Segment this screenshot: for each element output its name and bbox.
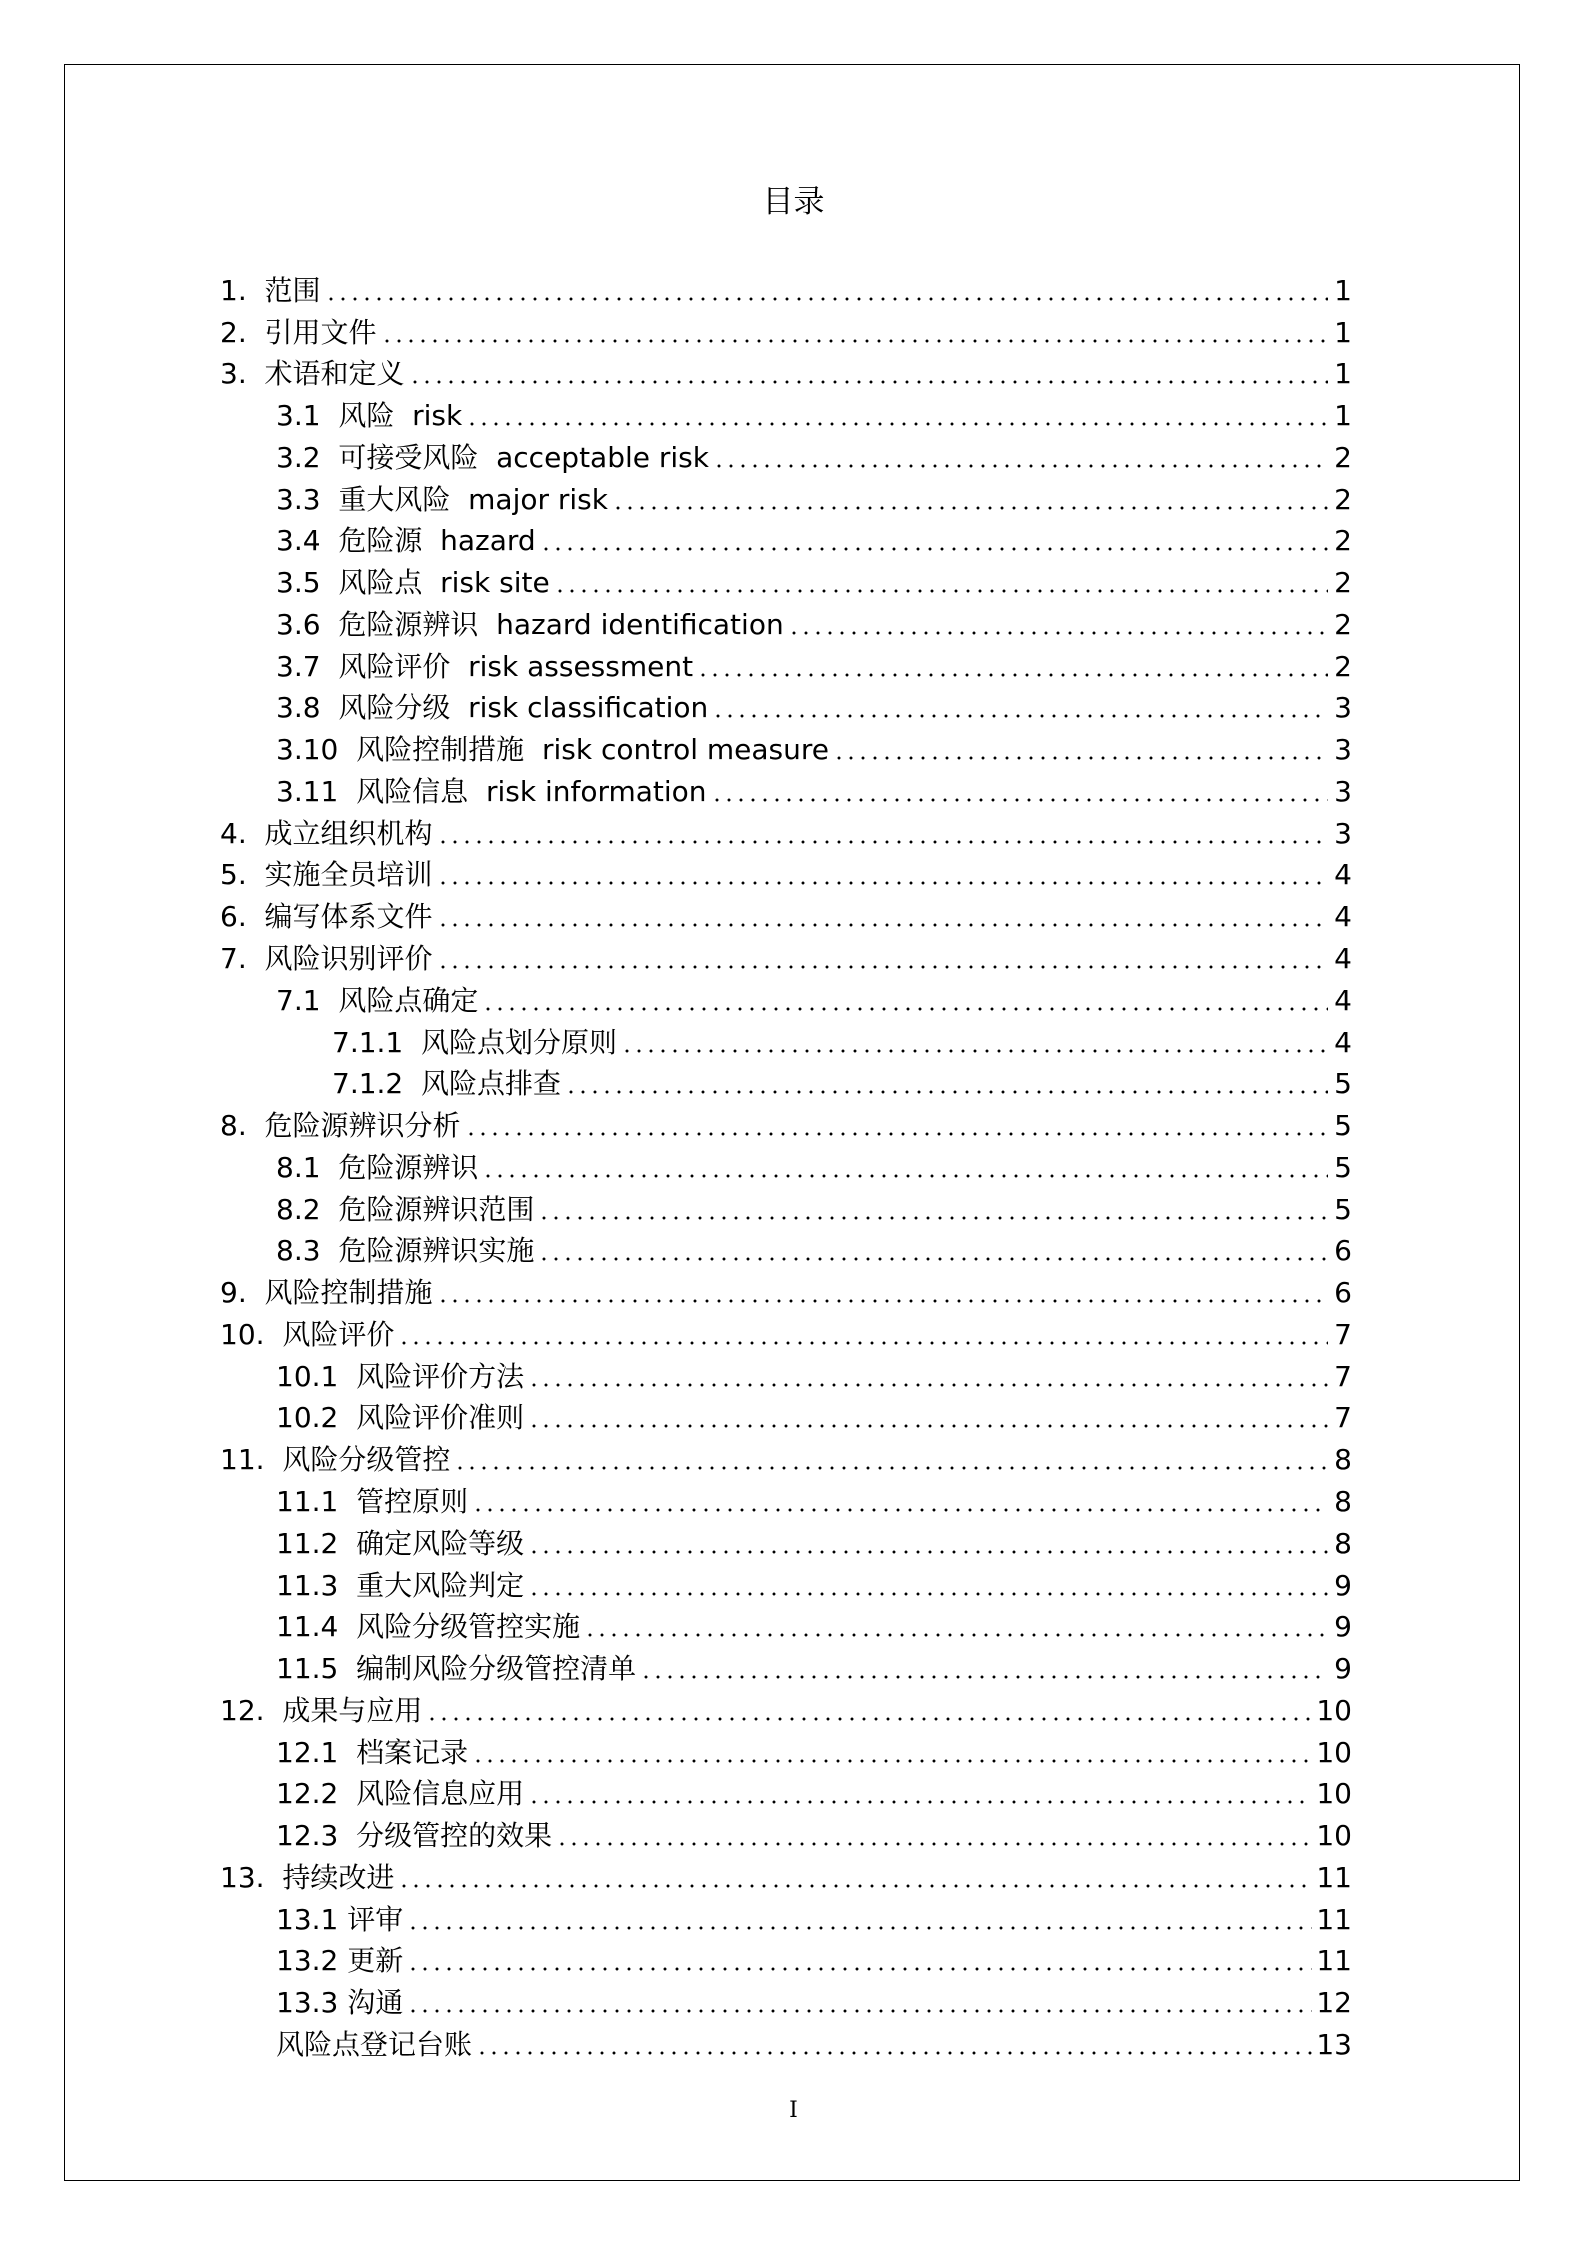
toc-dot-leader: [712, 714, 1328, 718]
toc-entry[interactable]: [220, 1354, 1352, 1396]
toc-entry[interactable]: [220, 1813, 1352, 1855]
toc-entry[interactable]: [220, 602, 1352, 644]
toc-dot-leader: [482, 1174, 1328, 1178]
toc-entry-page: 9: [1334, 1652, 1352, 1686]
toc-entry-page: 8: [1334, 1526, 1352, 1560]
toc-entry-label: 3.2 可接受风险 acceptable risk: [276, 440, 709, 474]
page-number: I: [789, 2098, 798, 2123]
toc-entry[interactable]: [220, 1062, 1352, 1104]
toc-entry-page: 12: [1316, 1986, 1352, 2020]
toc-entry-label: 7.1.2 风险点排查: [332, 1067, 562, 1101]
toc-dot-leader: [538, 1257, 1328, 1261]
toc-entry-label: 3.4 危险源 hazard: [276, 524, 536, 558]
toc-entry[interactable]: [220, 1688, 1352, 1730]
toc-dot-leader: [697, 673, 1328, 677]
toc-dot-leader: [409, 380, 1328, 384]
toc-entry[interactable]: [220, 936, 1352, 978]
toc-entry-page: 4: [1334, 942, 1352, 976]
toc-entry-page: 10: [1316, 1819, 1352, 1853]
toc-dot-leader: [325, 297, 1328, 301]
toc-entry-page: 2: [1334, 566, 1352, 600]
toc-entry-label: 13.2 更新: [276, 1944, 404, 1978]
toc-dot-leader: [454, 1466, 1328, 1470]
toc-entry-label: 5. 实施全员培训: [220, 858, 433, 892]
toc-entry[interactable]: [220, 477, 1352, 519]
toc-entry-label: 2. 引用文件: [220, 315, 377, 349]
toc-entry[interactable]: [220, 519, 1352, 561]
toc-entry[interactable]: [220, 1437, 1352, 1479]
toc-dot-leader: [554, 589, 1328, 593]
toc-entry-page: 2: [1334, 607, 1352, 641]
toc-dot-leader: [437, 840, 1328, 844]
toc-entry[interactable]: [220, 1020, 1352, 1062]
toc-entry[interactable]: [220, 2022, 1352, 2064]
toc-entry[interactable]: [220, 1855, 1352, 1897]
toc-entry-label: 11.1 管控原则: [276, 1484, 469, 1518]
toc-entry-page: 6: [1334, 1234, 1352, 1268]
toc-entry-label: 12. 成果与应用: [220, 1693, 423, 1727]
toc-entry-page: 5: [1334, 1192, 1352, 1226]
toc-dot-leader: [466, 422, 1328, 426]
toc-entry-label: 10.2 风险评价准则: [276, 1401, 525, 1435]
toc-entry-label: 13.1 评审: [276, 1902, 404, 1936]
toc-entry-label: 12.1 档案记录: [276, 1735, 469, 1769]
toc-entry[interactable]: [220, 769, 1352, 811]
toc-entry[interactable]: [220, 894, 1352, 936]
toc-dot-leader: [528, 1383, 1328, 1387]
toc-dot-leader: [711, 798, 1328, 802]
toc-entry-page: 3: [1334, 816, 1352, 850]
toc-entry-label: 11.4 风险分级管控实施: [276, 1610, 581, 1644]
toc-entry[interactable]: [220, 1312, 1352, 1354]
toc-dot-leader: [565, 1090, 1328, 1094]
toc-entry-label: 3.6 危险源辨识 hazard identification: [276, 607, 784, 641]
toc-entry-page: 7: [1334, 1401, 1352, 1435]
toc-dot-leader: [556, 1842, 1312, 1846]
toc-dot-leader: [437, 881, 1328, 885]
toc-entry-page: 4: [1334, 983, 1352, 1017]
toc-entry[interactable]: [220, 1103, 1352, 1145]
toc-dot-leader: [528, 1592, 1328, 1596]
toc-entry-page: 10: [1316, 1777, 1352, 1811]
toc-entry-page: 5: [1334, 1109, 1352, 1143]
toc-entry-label: 12.3 分级管控的效果: [276, 1819, 553, 1853]
toc-entry-page: 3: [1334, 733, 1352, 767]
toc-dot-leader: [584, 1633, 1328, 1637]
toc-entry-page: 11: [1316, 1902, 1352, 1936]
toc-entry-page: 2: [1334, 649, 1352, 683]
toc-entry[interactable]: [220, 1396, 1352, 1438]
toc-entry-page: 1: [1334, 273, 1352, 307]
toc-entry-label: 6. 编写体系文件: [220, 900, 433, 934]
toc-dot-leader: [472, 1508, 1328, 1512]
toc-entry-label: 10.1 风险评价方法: [276, 1359, 525, 1393]
toc-entry[interactable]: [220, 811, 1352, 853]
toc-entry[interactable]: [220, 560, 1352, 602]
toc-dot-leader: [407, 2009, 1312, 2013]
toc-entry-label: 3.5 风险点 risk site: [276, 566, 550, 600]
toc-entry-page: 11: [1316, 1944, 1352, 1978]
toc-entry-page: 9: [1334, 1568, 1352, 1602]
toc-entry-page: 2: [1334, 482, 1352, 516]
toc-entry-page: 4: [1334, 1025, 1352, 1059]
toc-entry[interactable]: [220, 686, 1352, 728]
toc-dot-leader: [528, 1424, 1328, 1428]
toc-entry-page: 11: [1316, 1860, 1352, 1894]
toc-entry-label: 11.5 编制风险分级管控清单: [276, 1652, 637, 1686]
toc-entry-page: 1: [1334, 357, 1352, 391]
toc-entry-label: 7.1 风险点确定: [276, 983, 479, 1017]
toc-entry-label: 8. 危险源辨识分析: [220, 1109, 461, 1143]
toc-entry-label: 7. 风险识别评价: [220, 942, 433, 976]
toc-entry-label: 8.2 危险源辨识范围: [276, 1192, 535, 1226]
toc-entry-page: 9: [1334, 1610, 1352, 1644]
toc-entry-label: 3.3 重大风险 major risk: [276, 482, 608, 516]
toc-entry-page: 3: [1334, 691, 1352, 725]
toc-entry-label: 3.7 风险评价 risk assessment: [276, 649, 694, 683]
toc-entry-label: 11. 风险分级管控: [220, 1443, 451, 1477]
toc-dot-leader: [640, 1675, 1328, 1679]
toc-dot-leader: [407, 1967, 1312, 1971]
toc-dot-leader: [407, 1926, 1312, 1930]
toc-entry-label: 11.2 确定风险等级: [276, 1526, 525, 1560]
toc-entry-page: 2: [1334, 440, 1352, 474]
toc-entry[interactable]: [220, 352, 1352, 394]
toc-dot-leader: [465, 1132, 1328, 1136]
toc-entry[interactable]: [220, 1897, 1352, 1939]
toc-entry[interactable]: [220, 727, 1352, 769]
toc-entry-page: 2: [1334, 524, 1352, 558]
toc-entry-label: 3. 术语和定义: [220, 357, 405, 391]
toc-entry[interactable]: [220, 1605, 1352, 1647]
toc-entry-label: 7.1.1 风险点划分原则: [332, 1025, 618, 1059]
toc-entry-page: 8: [1334, 1484, 1352, 1518]
toc-entry-page: 4: [1334, 900, 1352, 934]
toc-entry-label: 风险点登记台账: [276, 2027, 473, 2061]
toc-title: 目录: [762, 184, 825, 220]
toc-entry[interactable]: [220, 1187, 1352, 1229]
table-of-contents: [220, 268, 1352, 2064]
toc-dot-leader: [482, 1007, 1328, 1011]
toc-dot-leader: [833, 756, 1328, 760]
toc-entry-label: 9. 风险控制措施: [220, 1276, 433, 1310]
toc-dot-leader: [437, 965, 1328, 969]
toc-dot-leader: [612, 506, 1328, 510]
toc-entry[interactable]: [220, 644, 1352, 686]
toc-entry-page: 7: [1334, 1359, 1352, 1393]
toc-dot-leader: [476, 2051, 1312, 2055]
toc-entry-label: 13. 持续改进: [220, 1860, 395, 1894]
toc-entry-page: 10: [1316, 1735, 1352, 1769]
toc-entry-label: 4. 成立组织机构: [220, 816, 433, 850]
toc-entry[interactable]: [220, 1730, 1352, 1772]
toc-entry-label: 3.11 风险信息 risk information: [276, 774, 707, 808]
toc-entry[interactable]: [220, 1563, 1352, 1605]
toc-entry-page: 5: [1334, 1150, 1352, 1184]
toc-entry[interactable]: [220, 1939, 1352, 1981]
toc-entry[interactable]: [220, 1980, 1352, 2022]
toc-entry-label: 3.1 风险 risk: [276, 399, 463, 433]
toc-dot-leader: [398, 1884, 1312, 1888]
toc-entry-page: 3: [1334, 774, 1352, 808]
toc-dot-leader: [437, 1299, 1328, 1303]
toc-entry-label: 3.8 风险分级 risk classification: [276, 691, 709, 725]
toc-entry[interactable]: [220, 853, 1352, 895]
toc-entry-label: 10. 风险评价: [220, 1317, 395, 1351]
toc-dot-leader: [540, 547, 1328, 551]
toc-dot-leader: [528, 1550, 1328, 1554]
toc-entry[interactable]: [220, 1229, 1352, 1271]
toc-entry[interactable]: [220, 1772, 1352, 1814]
toc-dot-leader: [381, 339, 1328, 343]
toc-dot-leader: [538, 1216, 1328, 1220]
toc-entry-label: 11.3 重大风险判定: [276, 1568, 525, 1602]
toc-dot-leader: [437, 923, 1328, 927]
toc-entry[interactable]: [220, 1646, 1352, 1688]
toc-dot-leader: [426, 1717, 1312, 1721]
toc-entry-label: 3.10 风险控制措施 risk control measure: [276, 733, 830, 767]
toc-entry[interactable]: [220, 1145, 1352, 1187]
toc-entry[interactable]: [220, 268, 1352, 310]
toc-entry-label: 8.1 危险源辨识: [276, 1150, 479, 1184]
toc-entry-page: 6: [1334, 1276, 1352, 1310]
toc-entry-page: 10: [1316, 1693, 1352, 1727]
toc-dot-leader: [713, 464, 1328, 468]
toc-entry-page: 5: [1334, 1067, 1352, 1101]
toc-entry-page: 4: [1334, 858, 1352, 892]
toc-entry-page: 13: [1316, 2027, 1352, 2061]
toc-entry-label: 12.2 风险信息应用: [276, 1777, 525, 1811]
toc-entry-label: 8.3 危险源辨识实施: [276, 1234, 535, 1268]
toc-entry[interactable]: [220, 1521, 1352, 1563]
toc-dot-leader: [398, 1341, 1328, 1345]
toc-entry-page: 8: [1334, 1443, 1352, 1477]
toc-entry-page: 1: [1334, 315, 1352, 349]
toc-entry[interactable]: [220, 393, 1352, 435]
toc-entry-label: 13.3 沟通: [276, 1986, 404, 2020]
toc-entry[interactable]: [220, 978, 1352, 1020]
toc-entry-page: 1: [1334, 399, 1352, 433]
toc-dot-leader: [472, 1759, 1312, 1763]
toc-entry-label: 1. 范围: [220, 273, 321, 307]
toc-dot-leader: [528, 1800, 1312, 1804]
toc-entry[interactable]: [220, 310, 1352, 352]
toc-dot-leader: [621, 1049, 1328, 1053]
toc-entry[interactable]: [220, 435, 1352, 477]
toc-entry-page: 7: [1334, 1317, 1352, 1351]
toc-entry[interactable]: [220, 1479, 1352, 1521]
toc-dot-leader: [788, 631, 1328, 635]
toc-entry[interactable]: [220, 1270, 1352, 1312]
